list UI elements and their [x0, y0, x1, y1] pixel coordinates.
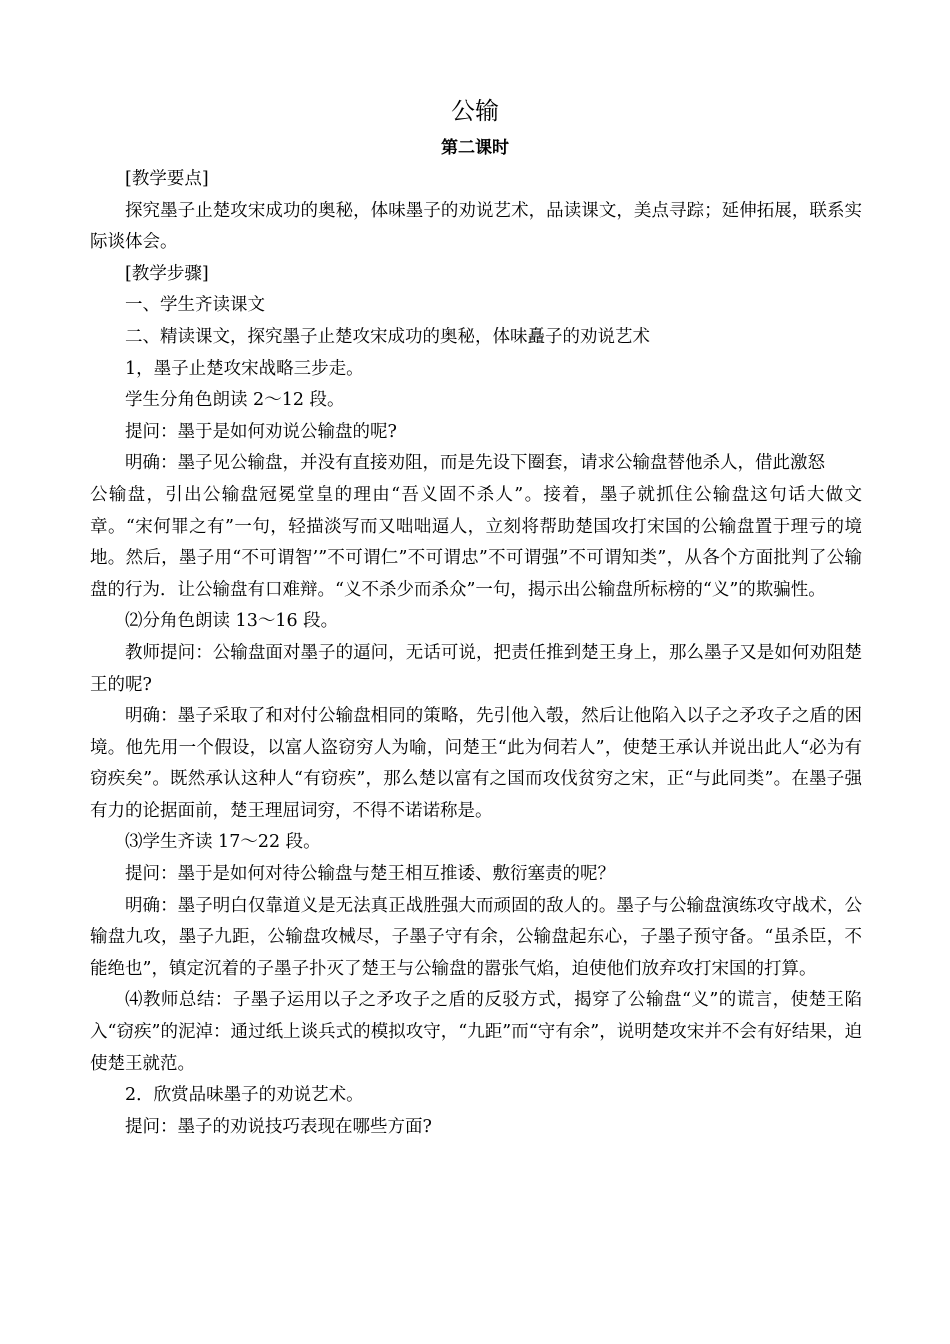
paragraph: 1，墨子止楚攻宋战略三步走。 [125, 358, 364, 379]
paragraph: 提问：墨于是如何对待公输盘与楚王相互推诿、敷衍塞责的呢？ [125, 864, 615, 885]
lesson-subtitle: 第二课时 [441, 138, 509, 158]
paragraph: 教师提问：公输盘面对墨子的逼问，无话可说，把责任推到楚王身上，那么墨子又是如何劝阻楚王的呢? [90, 642, 862, 695]
document-body [90, 164, 862, 1143]
paragraph: 明确：墨子见公输盘，并没有直接劝阻，而是先设下圈套，请求公输盘替他杀人，借此激怒 [125, 453, 825, 474]
paragraph: ⑶学生齐读 17～22 段。 [125, 832, 321, 853]
paragraph: 公输盘，引出公输盘冠冕堂皇的理由“吾义固不杀人”。接着，墨子就抓住公输盘这句话大做文章。“宋何罪之有”一句，轻描淡写而又咄咄逼人，立刻将帮助楚国攻打宋国的公输盘置于理亏的境地。然后，墨子用“不可谓智’”不可谓仁”不可谓忠”不可谓强”不可谓知类”，从各个方面批判了公输盘的行为．让公输盘有口难辩。“义不杀少而杀众”一句，揭示出公输盘所标榜的“义”的欺骗性。 [90, 484, 862, 600]
document-title: 公输 [451, 97, 499, 125]
paragraph: 学生分角色朗读 2～12 段。 [125, 390, 345, 411]
paragraph: 明确：墨子采取了和对付公输盘相同的策略，先引他入彀，然后让他陷入以子之矛攻子之盾的困境。他先用一个假设，以富人盗窃穷人为喻，问楚王“此为伺若人”，使楚王承认并说出此人“必为有窃疾矣”。既然承认这种人“有窃疾”，那么楚以富有之国而攻伐贫穷之宋，正“与此同类”。在墨子强有力的论据面前，楚王理屈词穷，不得不诺诺称是。 [90, 706, 862, 821]
paragraph: ⑵分角色朗读 13～16 段。 [125, 611, 339, 632]
paragraph: 提问：墨于是如何劝说公输盘的呢? [125, 421, 397, 442]
paragraph: [教学要点] [125, 169, 209, 189]
paragraph: 明确：墨子明白仅靠道义是无法真正战胜强大而顽固的敌人的。墨子与公输盘演练攻守战术，公输盘九攻，墨子九距，公输盘攻械尽，子墨子守有余，公输盘起东心，子墨子预守备。“虽杀臣，不能绝也”，镇定沉着的子墨子扑灭了楚王与公输盘的嚣张气焰，迫使他们放弃攻打宋国的打算。 [90, 895, 862, 979]
paragraph: 2．欣赏品味墨子的劝说艺术。 [125, 1085, 364, 1106]
paragraph: 二、精读课文，探究墨子止楚攻宋成功的奥秘，体味矗子的劝说艺术 [125, 326, 650, 347]
paragraph: 提问：墨子的劝说技巧表现在哪些方面? [125, 1116, 432, 1137]
paragraph: ⑷教师总结：子墨子运用以子之矛攻子之盾的反驳方式，揭穿了公输盘“义”的谎言，使楚王陷入“窃疾”的泥淖：通过纸上谈兵式的模拟攻守，“九距”而“守有余”，说明楚攻宋并不会有好结果，迫使楚王就范。 [90, 990, 862, 1074]
paragraph: [教学步骤] [125, 263, 209, 284]
paragraph: 探究墨子止楚攻宋成功的奥秘，体味墨子的劝说艺术，品读课文，美点寻踪；延伸拓展，联系实际谈体会。 [90, 200, 862, 253]
paragraph: 一、学生齐读课文 [125, 295, 265, 316]
